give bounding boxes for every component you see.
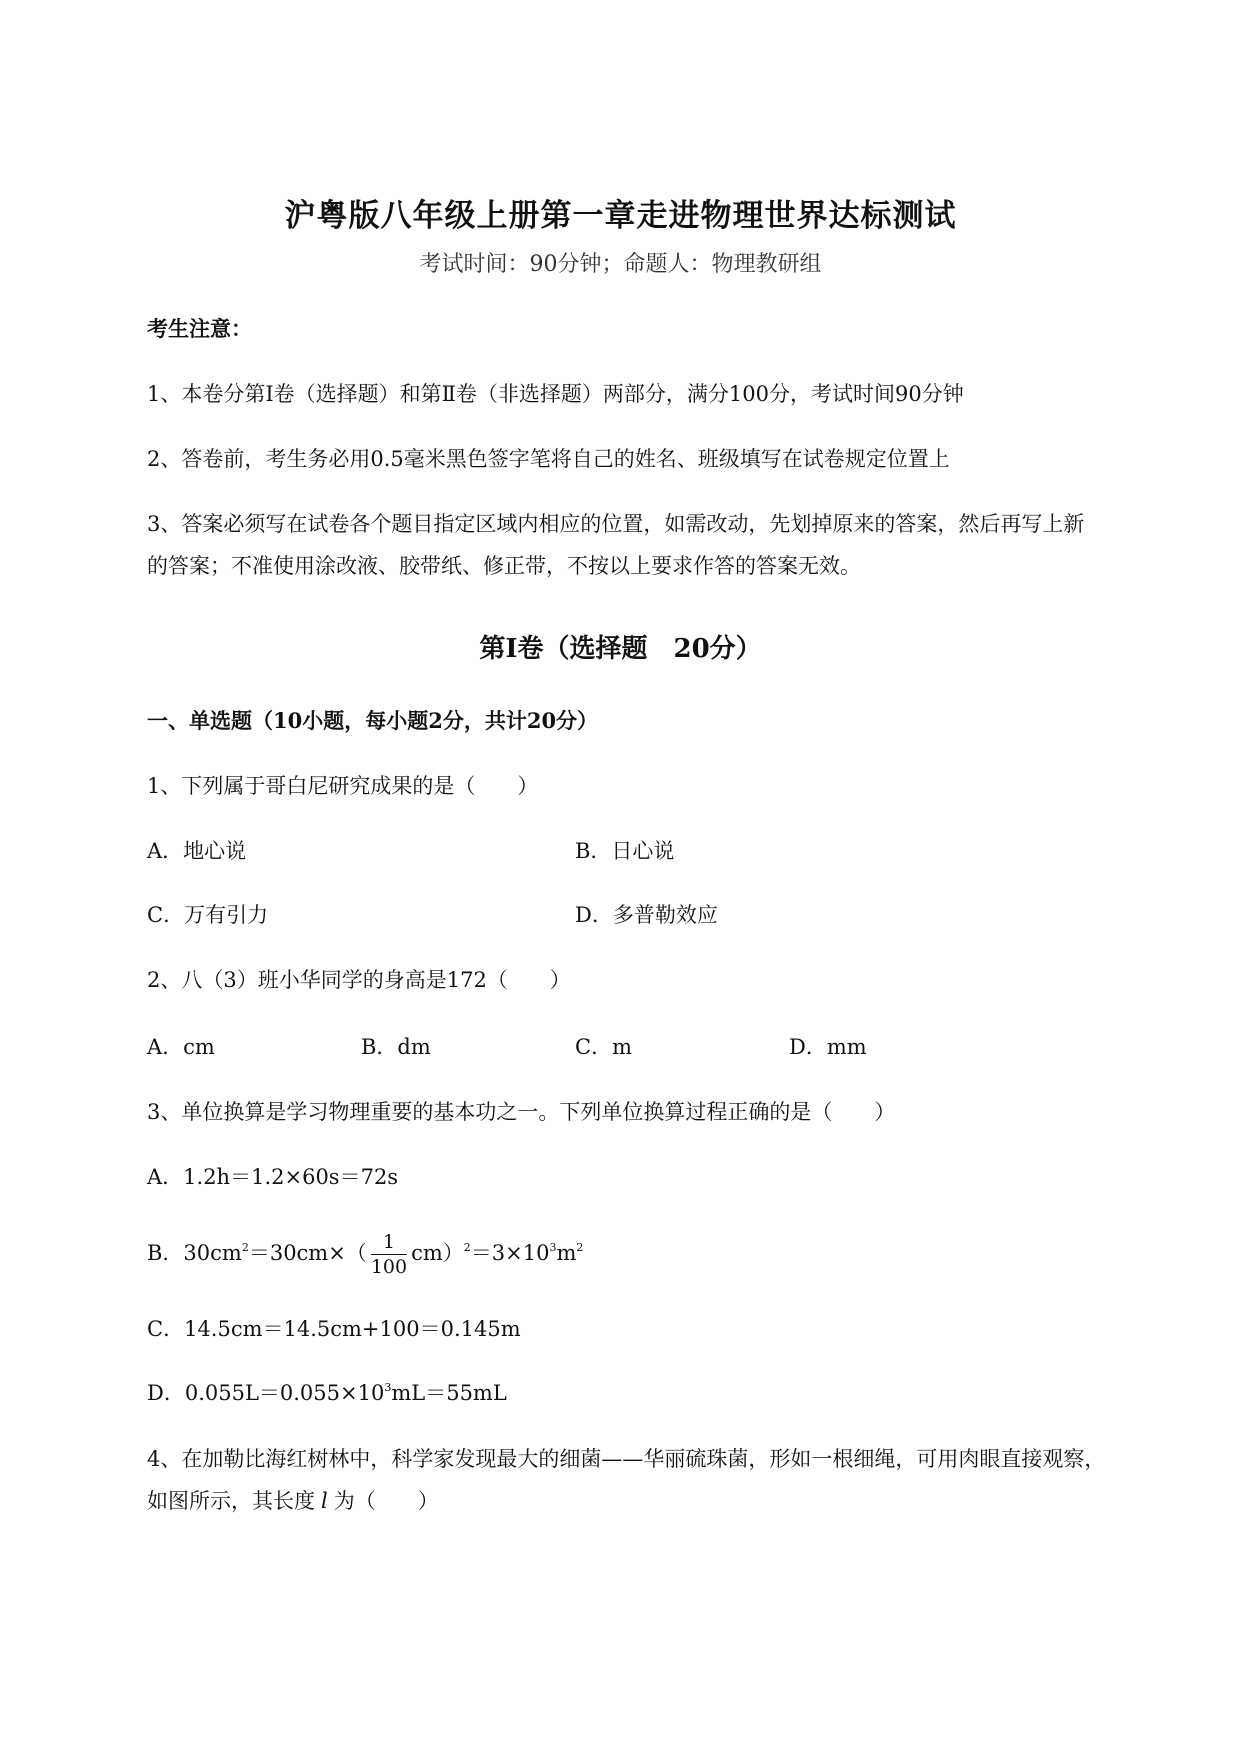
question-2-option-b: B．dm (361, 1035, 431, 1059)
question-4-stem-cont (147, 1485, 439, 1515)
question-1-option-d: D．多普勒效应 (575, 903, 718, 927)
option-d-end: mL＝55mL (391, 1381, 507, 1405)
variable-l: l (321, 1489, 328, 1513)
part-heading: 一、单选题（10小题，每小题2分，共计20分） (147, 708, 599, 733)
fraction-numerator: 1 (371, 1230, 407, 1255)
option-b-equals: ＝3×10 (470, 1241, 550, 1265)
section-title: 第Ⅰ卷（选择题 20分） (479, 634, 762, 664)
exponent: 2 (463, 1241, 471, 1254)
notice-item-3: 3、答案必须写在试卷各个题目指定区域内相应的位置，如需改动，先划掉原来的答案，然后再写上新 (147, 512, 1085, 536)
option-d-prefix: D．0.055L＝0.055×10 (147, 1381, 385, 1405)
question-3-option-b (147, 1222, 583, 1279)
notice-item-3-cont: 的答案；不准使用涂改液、胶带纸、修正带，不按以上要求作答的答案无效。 (147, 554, 861, 578)
exponent: 2 (241, 1241, 249, 1254)
question-4-stem: 4、在加勒比海红树林中，科学家发现最大的细菌——华丽硫珠菌，形如一根细绳，可用肉眼直接观察， (147, 1447, 1106, 1471)
question-3-stem: 3、单位换算是学习物理重要的基本功之一。下列单位换算过程正确的是（ ） (147, 1100, 896, 1124)
question-1-option-b: B．日心说 (575, 839, 675, 863)
question-2-option-c: C．m (575, 1035, 632, 1059)
question-2-option-a: A．cm (147, 1035, 215, 1059)
question-1-option-a: A．地心说 (147, 839, 247, 863)
question-3-option-a: A．1.2h＝1.2×60s＝72s (147, 1165, 399, 1189)
exponent: 3 (549, 1241, 557, 1254)
option-b-prefix: B．30cm (147, 1241, 242, 1265)
question-1-option-c: C．万有引力 (147, 903, 269, 927)
option-b-end: m (556, 1241, 577, 1265)
notice-item-2: 2、答卷前，考生务必用0.5毫米黑色签字笔将自己的姓名、班级填写在试卷规定位置上 (147, 447, 950, 471)
question-3-option-c: C．14.5cm＝14.5cm+100＝0.145m (147, 1317, 521, 1341)
option-b-middle: ＝30cm×（ (248, 1241, 367, 1265)
question-3-option-d (147, 1377, 507, 1407)
question-1-stem: 1、下列属于哥白尼研究成果的是（ ） (147, 774, 539, 798)
question-2-option-d: D．mm (789, 1035, 867, 1059)
page-title: 沪粤版八年级上册第一章走进物理世界达标测试 (284, 198, 957, 234)
exponent: 2 (576, 1241, 584, 1254)
question-4-text-end: 为（ ） (333, 1489, 439, 1513)
question-4-text: 如图所示，其长度 (147, 1489, 315, 1513)
notice-heading: 考生注意： (147, 316, 252, 341)
exam-info: 考试时间：90分钟；命题人：物理教研组 (419, 252, 822, 277)
fraction (371, 1230, 407, 1279)
question-2-stem: 2、八（3）班小华同学的身高是172（ ） (147, 968, 571, 992)
notice-item-1: 1、本卷分第Ⅰ卷（选择题）和第Ⅱ卷（非选择题）两部分，满分100分，考试时间90分钟 (147, 382, 964, 406)
fraction-denominator: 100 (370, 1256, 408, 1278)
exponent: 3 (384, 1381, 392, 1394)
option-b-unit: cm） (411, 1241, 464, 1265)
